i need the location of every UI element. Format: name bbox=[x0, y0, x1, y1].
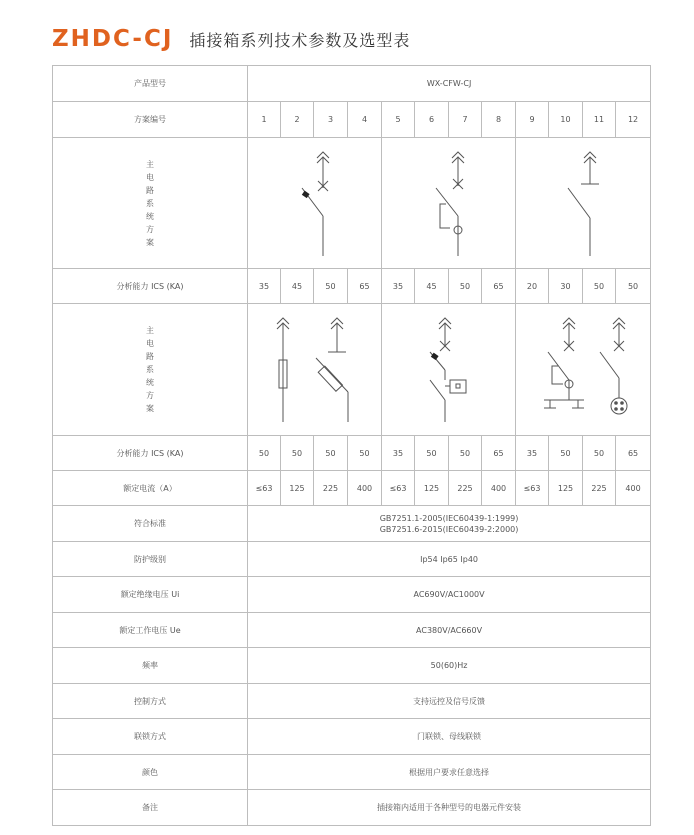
ics-label: 分析能力 ICS (KA) bbox=[53, 269, 248, 304]
scheme-number: 12 bbox=[616, 102, 651, 138]
disconnector-coil-icon bbox=[436, 188, 462, 256]
frequency-value: 50(60)Hz bbox=[248, 648, 651, 684]
ics-value: 65 bbox=[348, 269, 382, 304]
insulation-value: AC690V/AC1000V bbox=[248, 577, 651, 613]
ics-value: 30 bbox=[549, 269, 583, 304]
standard-line: GB7251.1-2005(IEC60439-1:1999) bbox=[379, 513, 519, 523]
earth-leakage-icon bbox=[544, 318, 584, 408]
circuit-diagram-load-switch bbox=[516, 138, 651, 269]
ics-value: 35 bbox=[382, 269, 415, 304]
ics-value: 50 bbox=[449, 436, 482, 471]
ics-value: 50 bbox=[583, 269, 616, 304]
table-row bbox=[53, 436, 651, 471]
ics-value: 50 bbox=[583, 436, 616, 471]
insulation-label: 额定绝缘电压 Ui bbox=[53, 577, 248, 613]
socket-outlet-icon bbox=[600, 318, 627, 414]
remark-value: 插接箱内适用于各种型号的电器元件安装 bbox=[248, 790, 651, 826]
frequency-label: 频率 bbox=[53, 648, 248, 684]
scheme-number: 11 bbox=[583, 102, 616, 138]
breaker-relay-icon bbox=[430, 318, 466, 422]
scheme-number: 7 bbox=[449, 102, 482, 138]
ics-value: 20 bbox=[516, 269, 549, 304]
current-value: 125 bbox=[415, 471, 449, 506]
working-voltage-value: AC380V/AC660V bbox=[248, 613, 651, 648]
scheme-number: 2 bbox=[281, 102, 314, 138]
table-row bbox=[53, 577, 651, 613]
table-row bbox=[53, 542, 651, 577]
plug-contact-icon bbox=[581, 152, 599, 184]
current-value: 125 bbox=[549, 471, 583, 506]
spec-table bbox=[52, 65, 651, 826]
scheme-number: 8 bbox=[482, 102, 516, 138]
current-value: 400 bbox=[348, 471, 382, 506]
model-label: 产品型号 bbox=[53, 66, 248, 102]
scheme-label: 方案编号 bbox=[53, 102, 248, 138]
control-label: 控制方式 bbox=[53, 684, 248, 719]
current-value: ≤63 bbox=[248, 471, 281, 506]
current-value: 400 bbox=[616, 471, 651, 506]
scheme-number: 10 bbox=[549, 102, 583, 138]
ics-value: 50 bbox=[281, 436, 314, 471]
table-row bbox=[53, 755, 651, 790]
circuit-diagram-fuse bbox=[248, 304, 382, 436]
table-row bbox=[53, 684, 651, 719]
working-voltage-label: 额定工作电压 Ue bbox=[53, 613, 248, 648]
ics-value: 50 bbox=[415, 436, 449, 471]
page-subtitle: 插接箱系列技术参数及选型表 bbox=[189, 30, 411, 50]
table-row bbox=[53, 648, 651, 684]
interlock-label: 联锁方式 bbox=[53, 719, 248, 755]
table-row bbox=[53, 102, 651, 138]
ics-value: 65 bbox=[482, 269, 516, 304]
load-switch-icon bbox=[568, 188, 590, 256]
control-value: 支持远控及信号反馈 bbox=[248, 684, 651, 719]
ics-value: 50 bbox=[314, 436, 348, 471]
circuit-diagram-switch-coil bbox=[382, 138, 516, 269]
color-value: 根据用户要求任意选择 bbox=[248, 755, 651, 790]
ics-value: 50 bbox=[248, 436, 281, 471]
scheme-number: 3 bbox=[314, 102, 348, 138]
table-row bbox=[53, 506, 651, 542]
ics-value: 65 bbox=[616, 436, 651, 471]
table-row bbox=[53, 719, 651, 755]
color-label: 颜色 bbox=[53, 755, 248, 790]
remark-label: 备注 bbox=[53, 790, 248, 826]
standard-value bbox=[248, 506, 651, 542]
scheme-number: 9 bbox=[516, 102, 549, 138]
table-row bbox=[53, 471, 651, 506]
ics-value: 65 bbox=[482, 436, 516, 471]
circuit-diagram-breaker bbox=[248, 138, 382, 269]
protection-value: Ip54 Ip65 Ip40 bbox=[248, 542, 651, 577]
ics-value: 50 bbox=[314, 269, 348, 304]
ics-label: 分析能力 ICS (KA) bbox=[53, 436, 248, 471]
plug-contact-icon bbox=[452, 152, 464, 189]
ics-value: 50 bbox=[348, 436, 382, 471]
plug-contact-icon bbox=[317, 152, 329, 191]
fuse-switch-icon bbox=[316, 318, 348, 422]
ics-value: 50 bbox=[549, 436, 583, 471]
table-row bbox=[53, 304, 651, 436]
circuit-diagram-earth-leakage bbox=[516, 304, 651, 436]
breaker-switch-icon bbox=[302, 188, 323, 256]
scheme-number: 4 bbox=[348, 102, 382, 138]
table-row bbox=[53, 790, 651, 826]
circuit-label: 主 电 路 系 统 方 案 bbox=[53, 304, 248, 436]
table-row bbox=[53, 138, 651, 269]
current-value: 225 bbox=[583, 471, 616, 506]
ics-value: 35 bbox=[248, 269, 281, 304]
ics-value: 45 bbox=[415, 269, 449, 304]
current-value: ≤63 bbox=[516, 471, 549, 506]
fuse-icon bbox=[277, 318, 289, 422]
standard-label: 符合标准 bbox=[53, 506, 248, 542]
page-header bbox=[52, 22, 410, 56]
current-value: 225 bbox=[314, 471, 348, 506]
ics-value: 50 bbox=[449, 269, 482, 304]
current-value: 125 bbox=[281, 471, 314, 506]
ics-value: 50 bbox=[616, 269, 651, 304]
table-row bbox=[53, 613, 651, 648]
ics-value: 35 bbox=[516, 436, 549, 471]
table-row bbox=[53, 269, 651, 304]
scheme-number: 5 bbox=[382, 102, 415, 138]
scheme-number: 1 bbox=[248, 102, 281, 138]
interlock-value: 门联锁、母线联锁 bbox=[248, 719, 651, 755]
ics-value: 35 bbox=[382, 436, 415, 471]
brand-title: ZHDC-CJ bbox=[52, 26, 174, 52]
standard-line: GB7251.6-2015(IEC60439-2:2000) bbox=[379, 524, 519, 534]
table-row bbox=[53, 66, 651, 102]
circuit-label: 主 电 路 系 统 方 案 bbox=[53, 138, 248, 269]
ics-value: 45 bbox=[281, 269, 314, 304]
protection-label: 防护级别 bbox=[53, 542, 248, 577]
circuit-diagram-breaker-relay bbox=[382, 304, 516, 436]
current-value: ≤63 bbox=[382, 471, 415, 506]
current-value: 225 bbox=[449, 471, 482, 506]
scheme-number: 6 bbox=[415, 102, 449, 138]
current-value: 400 bbox=[482, 471, 516, 506]
model-value: WX-CFW-CJ bbox=[248, 66, 651, 102]
current-label: 额定电流（A） bbox=[53, 471, 248, 506]
